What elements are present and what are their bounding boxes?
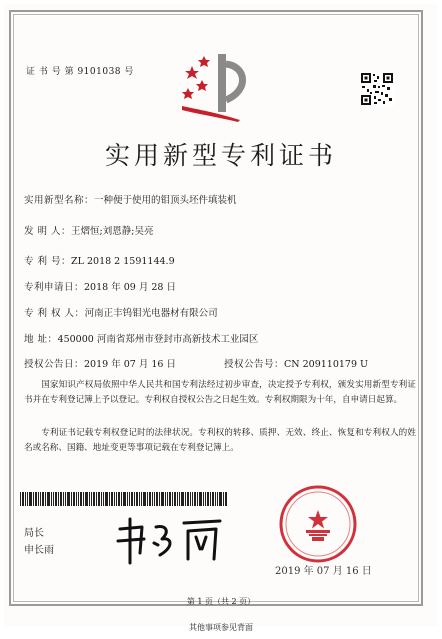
field-utility-model-name [24,192,237,206]
field-label: 专利申请日： [24,282,85,293]
field-value: ZL 2018 2 1591144.9 [71,256,175,267]
patent-office-emblem-icon [180,50,250,122]
director-title: 局长 [24,528,44,539]
field-label: 专 利 号： [24,256,72,267]
page-title: 实用新型专利证书 [104,141,337,170]
page-number: 第 1 页（共 2 页） [186,597,256,606]
field-label: 授权公告号： [224,359,285,370]
field-label: 地 址： [24,334,58,345]
paragraph-legal-status: 专利证书记载专利权登记时的法律状况。专利权的转移、质押、无效、终止、恢复和专利权人的姓名或名称、国籍、地址变更等事项记载在专利登记簿上。 [24,428,416,453]
field-value: 一种便于使用的钼顶头坯件填装机 [94,195,237,206]
field-grant-date [24,356,176,370]
qr-code-icon [360,72,394,106]
field-value: 450000 河南省郑州市登封市高新技术工业园区 [57,334,259,345]
field-value: 2019 年 07 月 16 日 [84,359,176,370]
field-announcement-number [224,356,368,370]
field-inventors [24,223,153,237]
seal-date: 2019 年 07 月 16 日 [275,566,372,577]
director-signature [112,515,232,565]
field-value: 河南正丰钨钼光电器材有限公司 [84,308,218,319]
footer-note: 其他事项参见背面 [189,623,253,632]
barcode-icon [20,492,228,506]
paragraph-grant-statement: 国家知识产权局依照中华人民共和国专利法经过初步审查，决定授予专利权，颁发实用新型专利证书并在专利登记簿上予以登记。专利权自授权公告之日起生效。专利权期限为十年，自申请日起算。 [24,380,416,405]
field-value: 王熠恒;刘恩静;吴亮 [71,226,154,237]
field-label: 授权公告日： [24,359,85,370]
field-value: 2018 年 09 月 28 日 [84,282,176,293]
director-name: 申长雨 [24,545,54,556]
field-value: CN 209110179 U [284,359,369,370]
field-patent-number [24,253,175,267]
field-label: 实用新型名称： [24,195,95,206]
field-application-date [24,279,176,293]
field-label: 专 利 权 人： [24,308,85,319]
official-seal [278,484,358,564]
field-patentee [24,305,218,319]
field-address [24,331,258,345]
certificate-number: 证 书 号 第 9101038 号 [26,67,134,77]
field-label: 发 明 人： [24,226,72,237]
